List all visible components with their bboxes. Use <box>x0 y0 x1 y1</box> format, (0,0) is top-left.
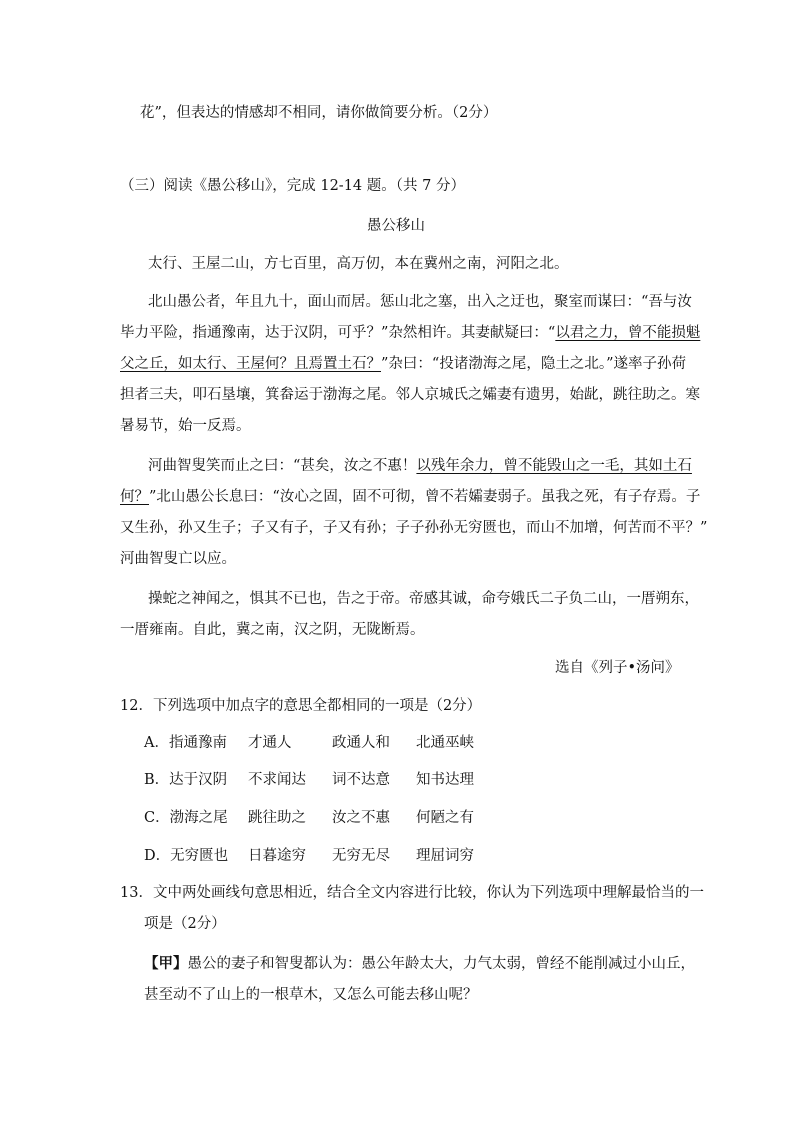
answer-tag: 【甲】 <box>144 955 188 972</box>
text-span: 河曲智叟笑而止之曰：“甚矣，汝之不惠！ <box>148 458 417 474</box>
option-d-word-3: 无穷无尽 <box>332 848 390 864</box>
paragraph-3-line-4: 河曲智叟亡以应。 <box>120 551 236 567</box>
previous-question-tail: 花”，但表达的情感却不相同，请你做简要分析。（2分） <box>140 105 498 121</box>
option-c-label: C．渤海之尾 <box>144 810 228 826</box>
paragraph-2-line-2 <box>120 323 700 343</box>
option-c-word-2: 跳往助之 <box>248 810 306 826</box>
section-header: （三）阅读《愚公移山》，完成 12-14 题。（共 7 分） <box>120 178 465 194</box>
underlined-sentence-part: 以君之力，曾不能损魁 <box>555 325 701 341</box>
paragraph-1: 太行、王屋二山，方七百里，高万仞，本在冀州之南，河阳之北。 <box>148 256 569 272</box>
option-b-word-3: 词不达意 <box>332 772 390 788</box>
paragraph-2-line-4: 担者三夫，叩石垦壤，箕畚运于渤海之尾。邻人京城氏之孀妻有遗男，始龀，跳往助之。寒 <box>120 387 700 403</box>
text-span: ”杂曰：“投诸渤海之尾，隐土之北。”遂率子孙荷 <box>381 356 686 372</box>
option-a-word-4: 北通巫峡 <box>416 735 474 751</box>
text-span: ”北山愚公长息曰：“汝心之固，固不可彻，曾不若孀妻弱子。虽我之死，有子存焉。子 <box>149 489 701 505</box>
underlined-sentence-part: 何？ <box>120 489 149 505</box>
option-b-word-2: 不求闻达 <box>248 772 306 788</box>
text-span: 毕力平险，指通豫南，达于汉阴，可乎？”杂然相许。其妻献疑曰：“ <box>120 325 556 341</box>
paragraph-3-line-2 <box>120 487 700 507</box>
paragraph-2-line-3 <box>120 354 686 374</box>
passage-title: 愚公移山 <box>367 218 425 234</box>
option-a-label: A．指通豫南 <box>144 735 227 751</box>
question-13-stem-line-2: 项是（2分） <box>144 916 226 932</box>
underlined-sentence-part: 以残年余力，曾不能毁山之一毛，其如土石 <box>416 458 692 474</box>
option-a-word-2: 才通人 <box>248 735 292 751</box>
option-b-word-4: 知书达理 <box>416 772 474 788</box>
option-d-word-4: 理屈词穷 <box>416 848 474 864</box>
paragraph-4-line-2: 一厝雍南。自此，冀之南，汉之阴，无陇断焉。 <box>120 622 425 638</box>
underlined-sentence-part: 父之丘，如太行、王屋何？且焉置土石？ <box>120 356 381 372</box>
option-c-word-4: 何陋之有 <box>416 810 474 826</box>
option-a-word-3: 政通人和 <box>332 735 390 751</box>
passage-source: 选自《列子•汤问》 <box>555 660 680 676</box>
paragraph-3-line-3: 又生孙，孙又生子；子又有子，子又有孙；子子孙孙无穷匮也，而山不加增，何苦而不平？” <box>120 520 708 536</box>
question-12-stem: 12．下列选项中加点字的意思全都相同的一项是（2分） <box>120 698 482 714</box>
option-d-label: D．无穷匮也 <box>144 848 229 864</box>
paragraph-2-line-5: 暑易节，始一反焉。 <box>120 418 251 434</box>
question-13-stem-line-1: 13．文中两处画线句意思相近，结合全文内容进行比较，你认为下列选项中理解最恰当的一 <box>120 885 704 901</box>
paragraph-2-line-1: 北山愚公者，年且九十，面山而居。惩山北之塞，出入之迂也，聚室而谋曰：“吾与汝 <box>148 294 692 310</box>
option-c-word-3: 汝之不惠 <box>332 810 390 826</box>
answer-jia-line-1 <box>144 954 695 974</box>
option-b-label: B．达于汉阴 <box>144 772 228 788</box>
paragraph-3-line-1 <box>148 456 692 476</box>
option-d-word-2: 日暮途穷 <box>248 848 306 864</box>
answer-jia-line-2: 甚至动不了山上的一根草木，又怎么可能去移山呢？ <box>144 987 478 1003</box>
text-span: 愚公的妻子和智叟都认为：愚公年龄太大，力气太弱，曾经不能削减过小山丘， <box>187 956 695 972</box>
paragraph-4-line-1: 操蛇之神闻之，惧其不已也，告之于帝。帝感其诚，命夸娥氏二子负二山，一厝朔东， <box>148 591 699 607</box>
